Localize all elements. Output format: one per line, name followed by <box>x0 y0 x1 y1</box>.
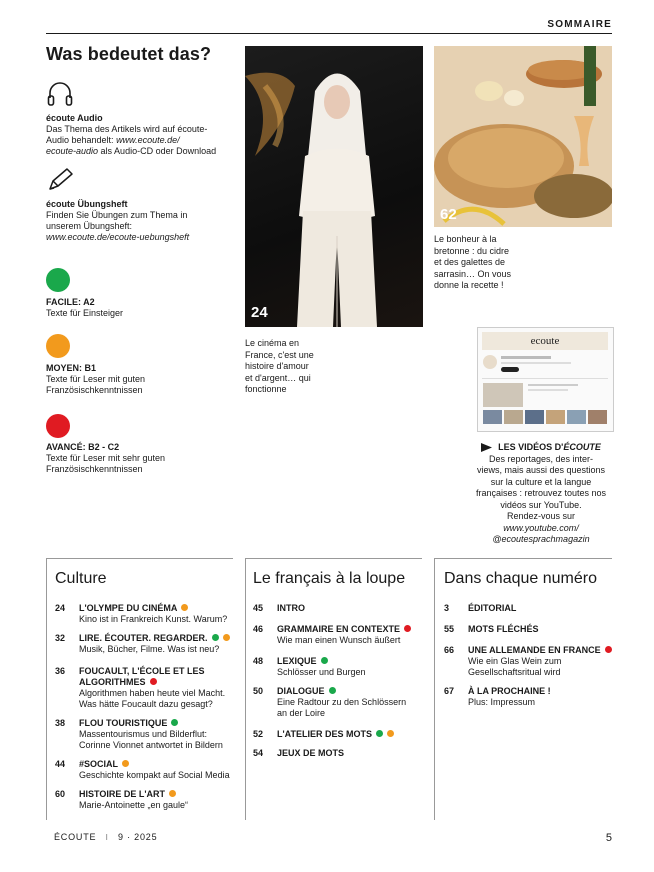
level-dots <box>177 603 188 613</box>
toc-entry-subtitle: Musik, Bücher, Filme. Was ist neu? <box>79 644 220 654</box>
toc-entry-title-text: JEUX DE MOTS <box>277 748 345 758</box>
toc-entry-page: 48 <box>253 656 264 666</box>
toc-entry-subtitle: an der Loire <box>277 708 326 718</box>
toc-entry-title <box>79 789 233 800</box>
level-dot <box>150 678 157 685</box>
toc-entry-page: 52 <box>253 729 264 739</box>
legend-level-moyen <box>46 363 236 396</box>
page-title: Was bedeutet das? <box>46 44 212 64</box>
level-dots <box>118 759 129 769</box>
toc-entry-page: 44 <box>55 759 66 769</box>
youtube-link[interactable] <box>470 523 612 535</box>
photo1-page-number: 24 <box>251 304 268 321</box>
toc-entry-title <box>79 603 233 614</box>
yt-video-thumb <box>567 410 586 424</box>
toc-entry-body <box>79 789 233 811</box>
toc-entry-subtitle: Plus: Impressum <box>468 697 536 707</box>
video-title-b: ÉCOUTE <box>563 442 601 452</box>
level-facile-dot <box>46 268 70 292</box>
toc-entry[interactable] <box>444 603 612 614</box>
legend-exercise-line3[interactable] <box>46 232 236 243</box>
toc-entry-page: 36 <box>55 666 66 676</box>
toc-entry[interactable] <box>444 624 612 635</box>
legend-audio-line1: Das Thema des Artikels wird auf écoute- <box>46 124 208 134</box>
toc-entry-body <box>277 656 421 678</box>
photo2-caption-line: et des galettes de <box>434 257 506 267</box>
level-avance-line1: Texte für Leser mit sehr guten <box>46 453 166 463</box>
level-dot <box>387 730 394 737</box>
photo1-caption-line: France, c'est une <box>245 349 314 360</box>
photo2-caption <box>434 234 534 292</box>
yt-featured-title-bar <box>528 384 578 386</box>
photo1-caption-line: histoire d'amour <box>245 361 309 371</box>
level-moyen-dot <box>46 334 70 358</box>
video-title-a: LES VIDÉOS D' <box>498 442 564 452</box>
photo2-caption-line: bretonne : du cidre <box>434 245 510 256</box>
play-arrow-icon <box>481 443 492 452</box>
toc-entry-page: 55 <box>444 624 455 634</box>
toc-entry-title <box>277 729 421 740</box>
toc-entry-subtitle: Algorithmen haben heute viel Macht. <box>79 688 226 698</box>
feature-photo-galettes[interactable] <box>434 46 612 227</box>
toc-entry[interactable] <box>444 686 612 708</box>
legend-audio-line2 <box>46 135 236 146</box>
toc-entry-page: 66 <box>444 645 455 655</box>
level-dot <box>376 730 383 737</box>
legend-level-facile <box>46 297 236 319</box>
level-dot <box>181 604 188 611</box>
level-moyen-line2: Französischkenntnissen <box>46 385 143 395</box>
youtube-channel-thumbnail[interactable] <box>477 327 614 432</box>
toc-entry[interactable] <box>55 633 233 655</box>
level-dots <box>165 789 176 799</box>
toc-entry-title-text: UNE ALLEMANDE EN FRANCE <box>468 645 601 655</box>
video-line: Des reportages, des inter- <box>488 453 594 464</box>
level-dot <box>122 760 129 767</box>
toc-entry[interactable] <box>253 603 421 614</box>
toc-entry-title-text: ÉDITORIAL <box>468 603 517 613</box>
level-facile-title: FACILE: A2 <box>46 297 95 307</box>
toc-entry-subtitle: Marie-Antoinette „en gaule“ <box>79 800 189 810</box>
level-avance-line2: Französischkenntnissen <box>46 464 143 474</box>
yt-avatar <box>483 355 497 369</box>
yt-video-thumb <box>525 410 544 424</box>
youtube-handle[interactable] <box>470 534 612 546</box>
yt-featured-desc-bar <box>528 389 568 391</box>
toc-entry-title-text: FLOU TOURISTIQUE <box>79 718 168 728</box>
video-promo <box>470 442 612 546</box>
level-dot <box>212 634 219 641</box>
video-line: views, mais aussi des questions <box>476 465 606 475</box>
toc-entry-subtitle: Massentourismus und Bilderflut: <box>79 729 208 739</box>
photo2-page-number: 62 <box>440 206 457 223</box>
legend-level-avance <box>46 442 236 475</box>
photo1-caption-line: Le cinéma en <box>245 338 300 348</box>
video-promo-title <box>470 442 612 454</box>
toc-entry-title <box>79 759 233 770</box>
toc-entry-page: 46 <box>253 624 264 634</box>
toc-entry-subtitle: Schlösser und Burgen <box>277 667 366 677</box>
audio-link-a[interactable]: www.ecoute.de/ <box>116 135 180 145</box>
yt-video-thumb <box>546 410 565 424</box>
level-dot <box>171 719 178 726</box>
toc-entry-page: 60 <box>55 789 66 799</box>
youtube-link-line1[interactable]: www.youtube.com/ <box>503 522 579 533</box>
toc-entry-page: 54 <box>253 748 264 758</box>
level-dots <box>372 729 394 739</box>
yt-video-thumb <box>504 410 523 424</box>
level-dots <box>146 677 157 687</box>
yt-featured-video <box>483 383 523 407</box>
level-avance-title: AVANCÉ: B2 - C2 <box>46 442 120 452</box>
toc-entry-body <box>79 718 233 751</box>
headphones-icon <box>46 80 74 108</box>
yt-video-row <box>483 410 607 424</box>
toc-entry-subtitle: Geschichte kompakt auf Social Media <box>79 770 230 780</box>
toc-entry[interactable] <box>55 759 233 781</box>
legend-exercise-text <box>46 210 236 243</box>
level-dot <box>605 646 612 653</box>
toc-entry-page: 50 <box>253 686 264 696</box>
toc-entry-title <box>277 624 421 635</box>
level-moyen-line1: Texte für Leser mit guten <box>46 374 146 384</box>
yt-channel-meta-bar <box>501 362 571 364</box>
column-title: Culture <box>55 570 107 587</box>
toc-entry[interactable] <box>55 603 233 625</box>
level-dots <box>400 624 411 634</box>
toc-entry-body <box>468 686 612 708</box>
pencil-icon <box>46 167 74 193</box>
level-facile-line1: Texte für Einsteiger <box>46 308 124 318</box>
toc-entry-page: 32 <box>55 633 66 643</box>
level-dot <box>169 790 176 797</box>
footer-issue-number: 9 · 2025 <box>117 832 158 842</box>
toc-column-francais <box>245 558 423 820</box>
toc-entry-title <box>468 624 612 635</box>
audio-link-b[interactable]: ecoute-audio <box>46 146 99 156</box>
toc-column-numero <box>434 558 613 820</box>
toc-entry-body <box>468 603 612 614</box>
footer-issue <box>54 832 157 842</box>
toc-entry-title-text: LEXIQUE <box>277 656 317 666</box>
level-dots <box>601 645 612 655</box>
level-dot <box>404 625 411 632</box>
toc-entry-body <box>277 686 421 719</box>
yt-divider <box>482 378 608 379</box>
toc-entry-page: 67 <box>444 686 455 696</box>
toc-entry-body <box>277 748 421 759</box>
toc-entry-title <box>277 748 421 759</box>
toc-entry-title-text: L'ATELIER DES MOTS <box>277 729 372 739</box>
footer-separator: I <box>105 833 109 842</box>
toc-entry[interactable] <box>253 624 421 646</box>
toc-entry-body <box>277 603 421 614</box>
toc-entry-title <box>79 718 233 729</box>
toc-entry-title <box>468 686 612 697</box>
column-title: Le français à la loupe <box>253 570 406 587</box>
legend-exercise <box>46 199 236 243</box>
toc-entry-body <box>79 633 233 655</box>
level-dots <box>167 718 178 728</box>
toc-entry-title <box>79 666 233 677</box>
toc-entry-title-text: GRAMMAIRE EN CONTEXTE <box>277 624 401 634</box>
photo2-caption-line: sarrasin… On vous <box>434 268 512 279</box>
toc-entry-body <box>79 759 233 781</box>
toc-entry-body <box>468 624 612 635</box>
video-title-text <box>498 442 601 454</box>
page-number: 5 <box>605 832 612 844</box>
toc-entry-body <box>468 645 612 678</box>
yt-video-thumb <box>588 410 607 424</box>
toc-entry[interactable] <box>55 666 233 710</box>
legend-exercise-line1: Finden Sie Übungen zum Thema in <box>46 210 188 220</box>
exercise-link[interactable]: www.ecoute.de/ecoute-uebungsheft <box>46 232 190 242</box>
toc-entry-body <box>79 603 233 625</box>
cinema-photo-illustration <box>245 46 423 327</box>
level-dots <box>317 656 328 666</box>
level-dot <box>329 687 336 694</box>
photo1-caption-line: fonctionne <box>245 384 287 394</box>
legend-audio-title: écoute Audio <box>46 113 103 123</box>
legend-audio-line3 <box>46 146 236 157</box>
photo2-caption-line: Le bonheur à la <box>434 234 497 244</box>
toc-entry-title <box>277 656 421 667</box>
feature-photo-cinema[interactable] <box>245 46 423 327</box>
toc-entry[interactable] <box>253 686 421 719</box>
yt-video-thumb <box>483 410 502 424</box>
youtube-link-line2[interactable]: @ecoutesprachmagazin <box>492 534 590 544</box>
toc-entry[interactable] <box>444 645 612 678</box>
header-rule <box>46 33 612 34</box>
photo1-caption-line: et d'argent… qui <box>245 372 311 383</box>
toc-entry-title-text: #SOCIAL <box>79 759 119 769</box>
toc-entry[interactable] <box>253 656 421 678</box>
level-dots <box>208 633 230 643</box>
level-dots <box>325 686 336 696</box>
toc-entry-title <box>468 645 612 656</box>
toc-entry-title-text: FOUCAULT, L'ÉCOLE ET LES <box>79 666 205 676</box>
video-line: vidéos sur YouTube. <box>500 499 582 510</box>
level-dot <box>321 657 328 664</box>
toc-entry-subtitle: Kino ist in Frankreich Kunst. Warum? <box>79 614 228 624</box>
toc-entry-page: 24 <box>55 603 66 613</box>
toc-entry-title-text: À LA PROCHAINE ! <box>468 686 551 696</box>
legend-exercise-title: écoute Übungsheft <box>46 199 128 209</box>
toc-entry-title-text: L'OLYMPE DU CINÉMA <box>79 603 178 613</box>
yt-channel-name-bar <box>501 356 551 359</box>
yt-banner-logo: ecoute <box>482 332 608 350</box>
level-moyen-title: MOYEN: B1 <box>46 363 97 373</box>
toc-entry-body <box>277 624 421 646</box>
toc-entry[interactable] <box>253 729 421 740</box>
section-label: SOMMAIRE <box>547 19 612 30</box>
toc-entry-title <box>79 633 233 644</box>
toc-entry-title-text: DIALOGUE <box>277 686 325 696</box>
level-avance-dot <box>46 414 70 438</box>
toc-entry-title-text: LIRE. ÉCOUTER. REGARDER. <box>79 633 208 643</box>
toc-entry-page: 3 <box>444 603 450 613</box>
toc-entry-title <box>277 603 421 614</box>
legend-audio <box>46 113 236 157</box>
toc-entry-title-text: MOTS FLÉCHÉS <box>468 624 539 634</box>
toc-entry[interactable] <box>55 718 233 751</box>
toc-entry-subtitle: Gesellschaftsritual wird <box>468 667 561 677</box>
toc-entry-title-text: ALGORITHMES <box>79 677 146 687</box>
toc-entry-subtitle: Wie man einen Wunsch äußert <box>277 635 401 645</box>
footer-brand: ÉCOUTE <box>54 832 97 842</box>
photo1-caption <box>245 338 345 396</box>
toc-entry-page: 45 <box>253 603 264 613</box>
toc-entry-page: 38 <box>55 718 66 728</box>
toc-entry[interactable] <box>55 789 233 811</box>
toc-entry-title <box>79 677 233 688</box>
legend-audio-line3b: als Audio-CD oder Download <box>98 146 217 156</box>
toc-entry-title <box>468 603 612 614</box>
video-line: françaises : retrouvez toutes nos <box>475 488 607 498</box>
column-title: Dans chaque numéro <box>444 570 597 587</box>
toc-entry-body <box>277 729 421 740</box>
toc-entry-subtitle: Wie ein Glas Wein zum <box>468 656 562 666</box>
video-line: Rendez-vous sur <box>506 511 576 521</box>
galettes-photo-illustration <box>434 46 612 227</box>
toc-entry-title-text: INTRO <box>277 603 305 613</box>
toc-entry-subtitle: Eine Radtour zu den Schlössern <box>277 697 407 707</box>
photo2-caption-line: donne la recette ! <box>434 280 504 290</box>
level-dot <box>223 634 230 641</box>
video-line: sur la culture et la langue <box>490 476 592 487</box>
legend-exercise-line2: unserem Übungsheft: <box>46 221 133 231</box>
toc-entry-body <box>79 666 233 710</box>
toc-entry-title <box>277 686 421 697</box>
toc-column-culture <box>46 558 234 820</box>
yt-subscribe-button <box>501 367 519 372</box>
toc-entry[interactable] <box>253 748 421 759</box>
toc-entry-title-text: HISTOIRE DE L'ART <box>79 789 165 799</box>
legend-audio-text <box>46 124 236 157</box>
legend-audio-line2a: Audio behandelt: <box>46 135 117 145</box>
toc-entry-subtitle: Corinne Vionnet antwortet in Bildern <box>79 740 223 750</box>
toc-entry-subtitle: Was hätte Foucault dazu gesagt? <box>79 699 213 709</box>
